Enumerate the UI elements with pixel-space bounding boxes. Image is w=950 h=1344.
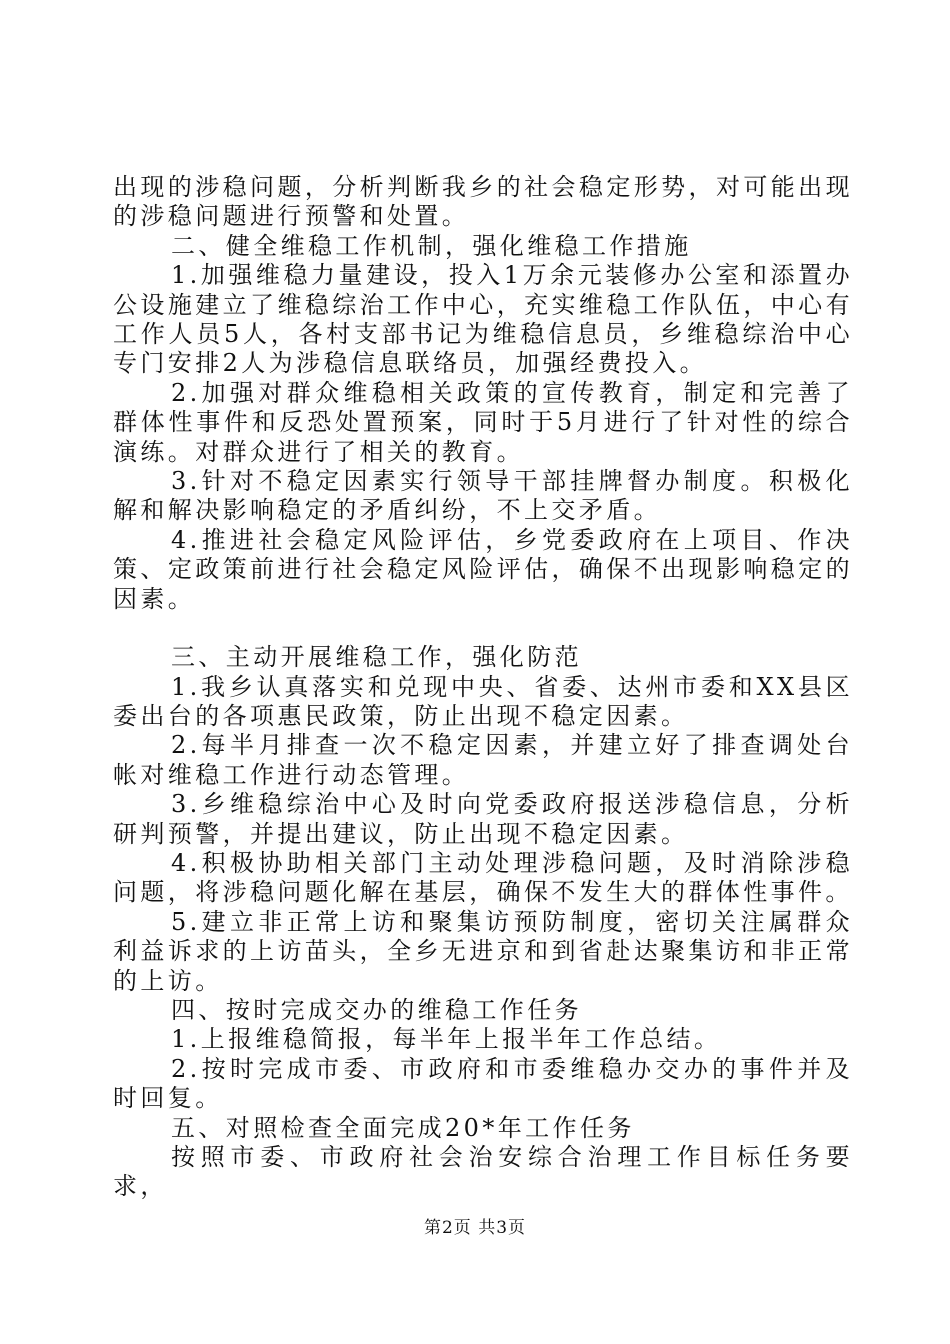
paragraph: 1.加强维稳力量建设，投入1万余元装修办公室和添置办公设施建立了维稳综治工作中心，充实维稳工作队伍，中心有工作人员5人，各村支部书记为维稳信息员，乡维稳综治中心专门安排2人为涉稳信息联络员，加强经费投入。 bbox=[113, 261, 853, 378]
paragraph: 四、按时完成交办的维稳工作任务 bbox=[171, 995, 582, 1024]
paragraph: 4.推进社会稳定风险评估，乡党委政府在上项目、作决策、定政策前进行社会稳定风险评估，确保不出现影响稳定的因素。 bbox=[113, 525, 853, 613]
paragraph: 1.我乡认真落实和兑现中央、省委、达州市委和XX县区委出台的各项惠民政策，防止出现不稳定因素。 bbox=[113, 672, 853, 730]
document-body bbox=[113, 173, 853, 1202]
paragraph: 二、健全维稳工作机制，强化维稳工作措施 bbox=[171, 231, 692, 260]
paragraph: 2.每半月排查一次不稳定因素，并建立好了排查调处台帐对维稳工作进行动态管理。 bbox=[113, 731, 853, 789]
paragraph: 4.积极协助相关部门主动处理涉稳问题，及时消除涉稳问题，将涉稳问题化解在基层，确保不发生大的群体性事件。 bbox=[113, 848, 853, 907]
paragraph: 2.加强对群众维稳相关政策的宣传教育，制定和完善了群体性事件和反恐处置预案，同时于5月进行了针对性的综合演练。对群众进行了相关的教育。 bbox=[113, 378, 853, 466]
paragraph: 3.针对不稳定因素实行领导干部挂牌督办制度。积极化解和解决影响稳定的矛盾纠纷，不上交矛盾。 bbox=[113, 467, 853, 525]
paragraph: 2.按时完成市委、市政府和市委维稳办交办的事件并及时回复。 bbox=[113, 1054, 853, 1113]
paragraph: 按照市委、市政府社会治安综合治理工作目标任务要求， bbox=[113, 1143, 853, 1201]
paragraph: 五、对照检查全面完成20*年工作任务 bbox=[171, 1113, 635, 1142]
paragraph: 1.上报维稳简报，每半年上报半年工作总结。 bbox=[171, 1025, 722, 1054]
paragraph: 5.建立非正常上访和聚集访预防制度，密切关注属群众利益诉求的上访苗头，全乡无进京和到省赴达聚集访和非正常的上访。 bbox=[113, 907, 853, 995]
paragraph: 出现的涉稳问题，分析判断我乡的社会稳定形势，对可能出现的涉稳问题进行预警和处置。 bbox=[113, 173, 853, 231]
page-footer: 第2页 共3页 bbox=[423, 1218, 527, 1238]
paragraph: 三、主动开展维稳工作，强化防范 bbox=[171, 643, 582, 672]
paragraph: 3.乡维稳综治中心及时向党委政府报送涉稳信息，分析研判预警，并提出建议，防止出现不稳定因素。 bbox=[113, 790, 853, 848]
